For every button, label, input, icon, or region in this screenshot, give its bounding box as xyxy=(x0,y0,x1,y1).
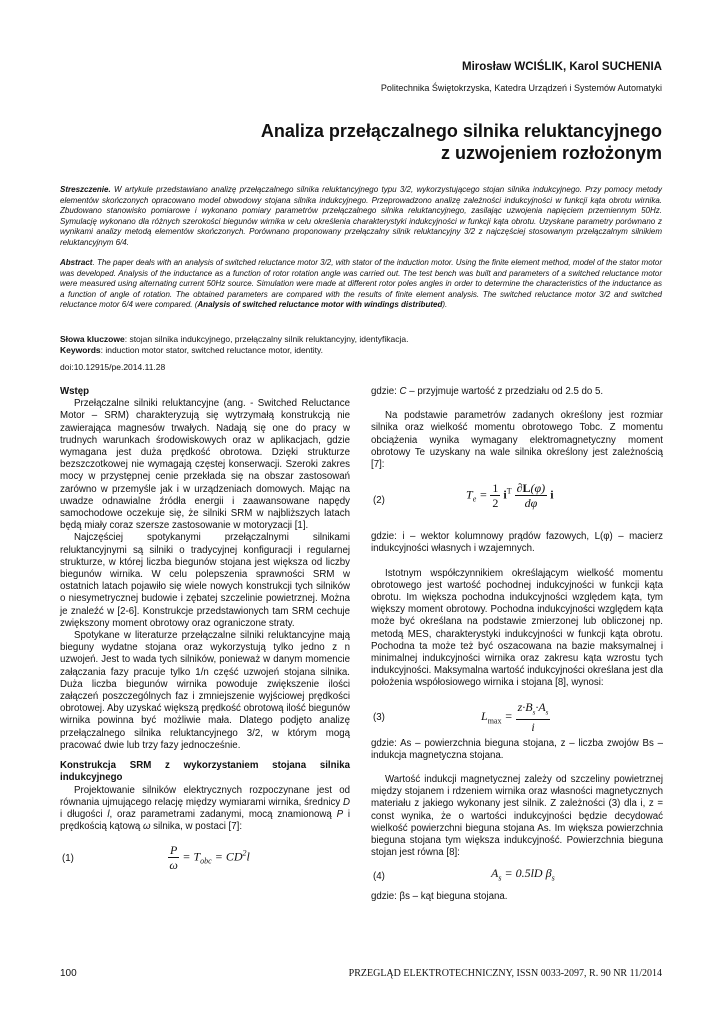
abstract-en-text: . The paper deals with an analysis of switched reluctance motor 3/2, with stator of the induction motor. Using the finite element method, model of the stator motor was developed. Analysis of the inductance as a function of rotor rotation angle was carried out. The test bench was built and parameters of a switched reluctance motor were measured using alternating current 50Hz source. Simulation were made at different rotor poles angles in order to determine the characteristics of the inductance as a function of angle of rotation. The obtained parameters are compared with the results of finite element analysis. The switched reluctance motor 3/2 and switched reluctance motor 6/4 were compared. ( xyxy=(60,258,662,310)
paragraph: Przełączalne silniki reluktancyjne (ang. - Switched Reluctance Motor – SRM) charakteryzują się wytrzymałą konstrukcją nie zawierająca magnesów trwałych. Nadają się one do pracy w trudnych warunkach środowiskowych oraz w aplikacjach, gdzie wymagana jest duża prędkość obrotowa. Dzięki strukturze bezszczotkowej nie wymagają częstej konserwacji. Szeroki zakres mocy w przystępnej cenie przekłada się na obszar zastosowań zarówno w przemyśle jak i w urządzeniach domowych. Mając na uwadze odnawialne źródła energii i zaawansowane napędy samochodowe oczekuje się, że silniki SRM w najbliższych latach będą miały coraz szersze zastosowanie w motoryzacji [1]. xyxy=(60,398,350,532)
affiliation: Politechnika Świętokrzyska, Katedra Urządzeń i Systemów Automatyki xyxy=(380,83,662,93)
equation-number: (1) xyxy=(62,853,74,865)
equation-4: (4) $A_s = 0.5lD$ $\beta_s$ xyxy=(373,866,555,883)
equation-number: (4) xyxy=(373,871,385,883)
paragraph: Na podstawie parametrów zadanych określony jest rozmiar silnika oraz wielkość momentu obrotowego Tobc. Z momentu obciążenia wynika wymagany elektromagnetyczny moment obrotowy Te uzyskany na wale silnika określony jest zależnością [7]: xyxy=(371,410,663,471)
abstract-en-title: Analysis of switched reluctance motor with windings distributed xyxy=(197,300,443,310)
abstract-pl-label: Streszczenie. xyxy=(60,185,111,194)
keywords xyxy=(60,334,662,356)
keywords-en-text: : induction motor stator, switched reluctance motor, identity. xyxy=(100,345,323,355)
left-column xyxy=(60,386,350,879)
page-number: 100 xyxy=(60,968,77,979)
section-heading-intro: Wstęp xyxy=(60,386,90,397)
paragraph: gdzie: As – powierzchnia bieguna stojana, z – liczba zwojów Bs – indukcja magnetyczna stojana. xyxy=(371,737,663,761)
keywords-en-label: Keywords xyxy=(60,345,101,355)
paragraph: gdzie: i – wektor kolumnowy prądów fazowych, L(φ) – macierz indukcyjności własnych i wzajemnych. xyxy=(371,531,663,555)
title-line-2: z uzwojeniem rozłożonym xyxy=(440,143,662,163)
equation-2: (2) $T_e$ = $\frac{1}{2}$ $i^T$ $\frac{\partial L(\varphi)}{d\varphi}$ i xyxy=(373,481,554,511)
abstract-en-label: Abstract xyxy=(60,258,93,267)
equation-1: (1) $\frac{P}{\omega}$ = $T_{obc} = CD^2l$ xyxy=(62,843,250,873)
keywords-pl-text: : stojan silnika indukcyjnego, przełączalny silnik reluktancyjny, identyfikacja. xyxy=(124,334,409,344)
paragraph: gdzie: C – przyjmuje wartość z przedziału od 2.5 do 5. xyxy=(371,386,604,397)
equation-3: (3) $L_{max}$ = $\frac{z\cdot B_s\cdot A_s}{i}$ xyxy=(373,699,549,735)
paragraph: Istotnym współczynnikiem określającym wielkość momentu obrotowego jest wartość pochodnej indukcyjności w funkcji kąta obrotu. Im większa pochodna indukcyjności względem kąta, tym większy moment obrotowy. Pochodna indukcyjności względem kąta może być określana na podstawie zmierzonej lub obliczonej np. metodą MES, charakterystyki indukcyjności w funkcji kąta obrotu. Pochodna ta może też być oszacowana na bazie maksymalnej i minimalnej indukcyjności wirnika oraz zakresu kąta wzrostu tych indukcyjności. Maksymalna wartość indukcyjności określana jest dla położenia współosiowego wirnika i stojana [8], wynosi: xyxy=(371,567,663,689)
abstract-pl-text: W artykule przedstawiano analizę przełączalnego silnika reluktancyjnego typu 3/2, wykorzystującego stojan silnika indukcyjnego. Przy pomocy metody elementów skończonych opracowano model obwodowy stojana silnika indukcyjnego. Przeprowadzono analizę zależności indukcyjności w funkcji kąta obrotu wirnika. Zbudowano stanowisko pomiarowe i wykonano pomiary parametrów przełączalnego silnika reluktancyjnego, zasilając uzwojenia napięciem przemiennym 50Hz. Symulację wykonano dla różnych szerokości biegunów wirnika w celu określenia charakterystyki indukcyjności w funkcji kąta obrotu. Uzyskane parametry porównano z wynikami analizy metodą elementów skończonych. Porównano proponowany przełączalny silnik reluktancyjny 3/2 z najczęściej stosowanym przełączalnym silnikiem reluktancyjnym 6/4. xyxy=(60,185,662,247)
authors: Mirosław WCIŚLIK, Karol SUCHENIA xyxy=(462,61,662,73)
equation-number: (3) xyxy=(373,711,385,723)
abstract-pl xyxy=(60,185,662,249)
equation-number: (2) xyxy=(373,495,385,507)
abstract-en xyxy=(60,258,662,311)
paragraph: Spotykane w literaturze przełączalne silniki reluktancyjne mają bieguny wydatne stojana oraz wykorzystują tylko jedno z n uzwojeń. Jest to wada tych silników, ponieważ w danym momencie załączania fazy pracuje tylko 1/n część uzwojeń stojana silnika. Duża liczba biegunów wirnika powoduje zwiększenie ilości załączeń poszczególnych faz i zmniejszenie wyjściowej prędkości obrotowej. Aby uzyskać większą prędkość obrotową ilość biegunów wirnika powinna być możliwie mała. Dlatego podjęto analizę przełączalnego silnika reluktancyjnego 3/2, w którym mogą pracować dwie lub trzy fazy jednocześnie. xyxy=(60,630,350,751)
doi: doi:10.12915/pe.2014.11.28 xyxy=(60,362,166,372)
paragraph: Najczęściej spotykanymi przełączalnymi silnikami reluktancyjnymi są silniki o tradycyjnej konfiguracji i regularnej strukturze, w której liczba biegunów stojana jest większa od liczby biegunów wirnika. W celu polepszenia sprawności SRM w ostatnich latach pojawiło się wiele nowych konstrukcji tych silników o niesymetrycznej budowie i zębatej szczelinie powietrznej. Można je znaleźć w [2-6]. Konstrukcje przedstawionych tam SRM cechuje zwiększony moment obrotowy oraz ograniczone straty. xyxy=(60,532,350,629)
section-heading-construction: Konstrukcja SRM z wykorzystaniem stojana silnika indukcyjnego xyxy=(60,760,350,784)
paragraph: Projektowanie silników elektrycznych rozpoczynane jest od równania ujmującego relację między wymiarami wirnika, średnicy D i długości l, oraz parametrami zadanymi, mocą znamionową P i prędkością kątową ω silnika, w postaci [7]: xyxy=(60,784,351,833)
abstract-en-end: ). xyxy=(442,300,448,310)
paragraph: gdzie: βs – kąt bieguna stojana. xyxy=(371,891,508,903)
keywords-pl-label: Słowa kluczowe xyxy=(60,334,125,344)
paper-title xyxy=(60,120,662,164)
title-line-1: Analiza przełączalnego silnika reluktancyjnego xyxy=(260,121,662,141)
paragraph: Wartość indukcji magnetycznej zależy od szczeliny powietrznej między stojanem i rdzeniem wirnika oraz własności magnetycznych materiału z jakiego wykonany jest silnik. Z zależności (3) dla i, z = const wynika, że o wartości indukcyjności będzie decydować wielkość powierzchni bieguna stojana As. Im większa powierzchnia bieguna stojana tym większa indukcyjność. Powierzchnia bieguna stojan jest równa [8]: xyxy=(371,774,663,859)
journal-footer: PRZEGLĄD ELEKTROTECHNICZNY, ISSN 0033-2097, R. 90 NR 11/2014 xyxy=(348,968,662,979)
right-column xyxy=(371,386,663,904)
